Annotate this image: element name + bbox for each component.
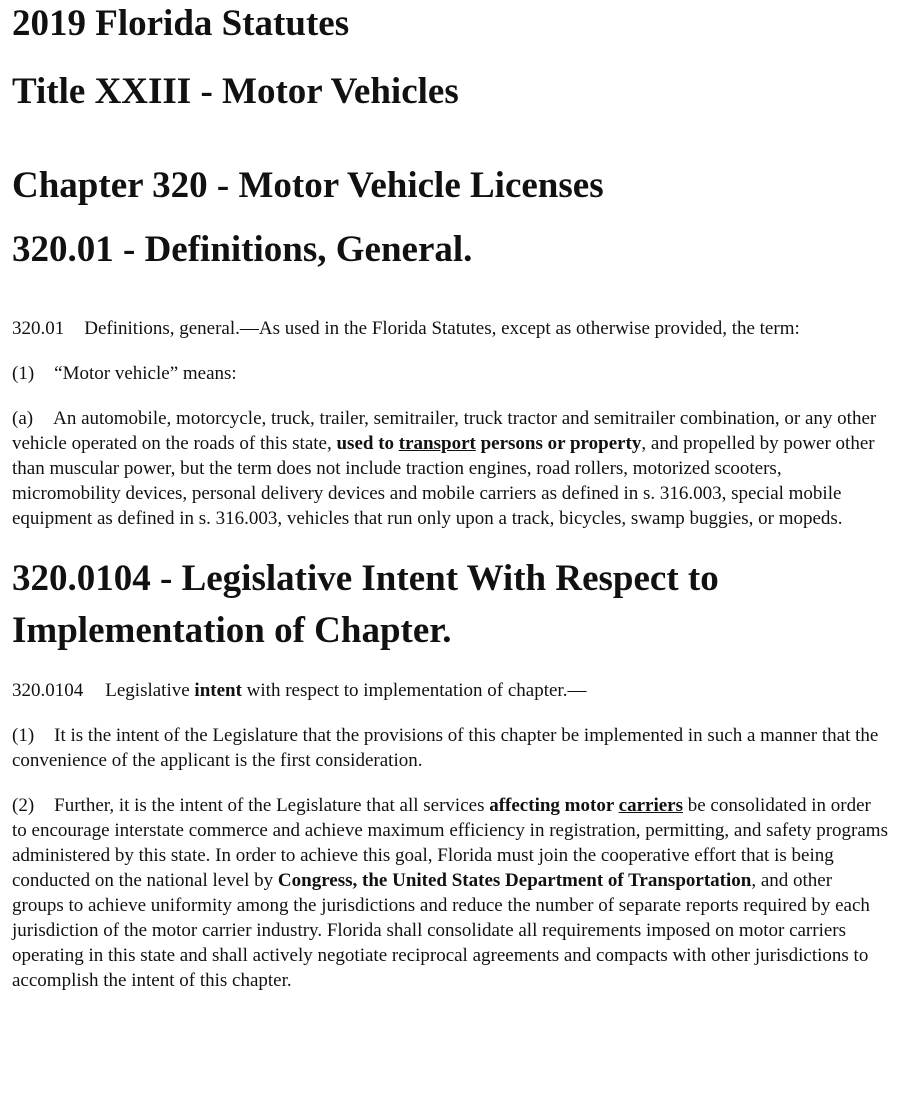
intent-term: intent [194,680,242,701]
s320-01-intro-text: Definitions, general.—As used in the Florida Statutes, except as otherwise provided, the term: [84,318,800,339]
s320-01-intro [12,316,888,341]
s320-01-item1-text: “Motor vehicle” means: [54,363,237,384]
s320-0104-item2-post: , and other groups to achieve uniformity among the jurisdictions and reduce the number of separate reports required by each jurisdiction of the motor carrier industry. Florida shall consolidate all requirements imposed on motor carriers operating in this state and shall actively negotiate reciprocal agreements and compacts with other jurisdictions to accomplish the intent of this chapter. [12,870,870,991]
transport-term: transport [398,433,476,454]
s320-01-number: 320.01 [12,318,65,339]
section-320-0104-heading: 320.0104 - Legislative Intent With Respect to Implementation of Chapter. [12,558,719,651]
s320-01-item-a-bold1: used to [336,433,399,454]
s320-01-item-a-pre: An automobile, motorcycle, truck, trailer, semitrailer, truck tractor and semitrailer combination, or any other vehicle operated on the roads of this state, [12,408,877,454]
s320-0104-intro-post: with respect to implementation of chapter.— [241,680,587,701]
s320-0104-item2-number: (2) [12,795,35,816]
s320-01-item-a-bold2: persons or property [475,433,642,454]
s320-0104-intro-pre: Legislative [105,680,195,701]
s320-0104-item1 [12,723,888,773]
s320-0104-item2-mid: be consolidated in order to encourage interstate commerce and achieve maximum efficiency in registration, permitting, and safety programs administered by this state. In order to achieve this goal, Florida must join the cooperative effort that is being conducted on the national level by [12,795,888,891]
section-320-01-heading: 320.01 - Definitions, General. [12,229,473,270]
s320-01-item-a-number: (a) [12,408,34,429]
s320-01-item-a [12,406,888,531]
s320-01-item1 [12,361,888,386]
s320-0104-item1-text: It is the intent of the Legislature that the provisions of this chapter be implemented in such a manner that the convenience of the applicant is the first consideration. [12,725,879,771]
s320-0104-item2 [12,793,888,993]
carriers-term: carriers [618,795,683,816]
chapter-heading: Chapter 320 - Motor Vehicle Licenses [12,165,604,206]
s320-01-item-a-post: , and propelled by power other than muscular power, but the term does not include traction engines, road rollers, motorized scooters, micromobility devices, personal delivery devices and mobile carriers as defined in s. 316.003, special mobile equipment as defined in s. 316.003, vehicles that run only upon a track, bicycles, swamp buggies, or mopeds. [12,433,875,529]
s320-01-item1-number: (1) [12,363,35,384]
s320-0104-item2-bold1 [489,795,683,816]
statutes-heading: 2019 Florida Statutes [12,3,350,44]
s320-0104-item1-number: (1) [12,725,35,746]
s320-0104-item2-pre: Further, it is the intent of the Legislature that all services [54,795,490,816]
s320-01-item-a-bold [336,433,641,454]
s320-0104-number: 320.0104 [12,680,84,701]
congress-usdot-term: Congress, the United States Department of Transportation [277,870,752,891]
s320-0104-intro [12,678,888,703]
s320-0104-item2-bold1-text: affecting motor [489,795,619,816]
title-heading: Title XXIII - Motor Vehicles [12,71,459,112]
